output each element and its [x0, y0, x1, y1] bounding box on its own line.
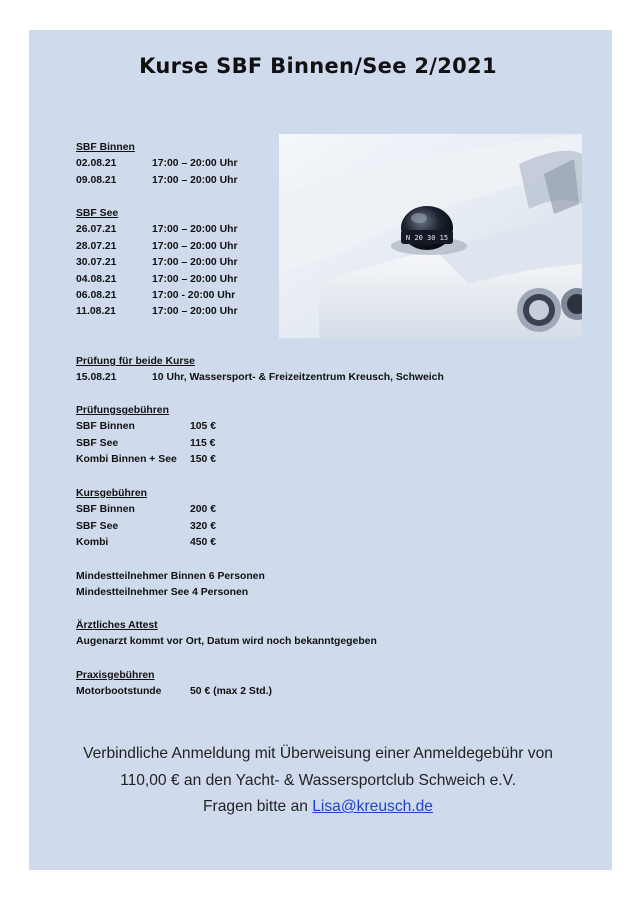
schedule-time: 17:00 – 20:00 Uhr — [152, 224, 238, 236]
registration-line-1: Verbindliche Anmeldung mit Überweisung einer Anmeldegebühr von — [83, 745, 553, 762]
schedule-row — [76, 173, 237, 189]
exam-row — [76, 370, 444, 386]
schedule-row — [76, 156, 237, 172]
schedule-time: 17:00 – 20:00 Uhr — [152, 306, 238, 318]
course-fees-section — [76, 486, 216, 552]
schedule-date: 30.07.21 — [76, 257, 117, 269]
schedule-date: 09.08.21 — [76, 174, 117, 186]
fee-label: Kombi Binnen + See — [76, 454, 177, 466]
schedule-time: 17:00 - 20:00 Uhr — [152, 289, 236, 301]
schedule-row — [76, 255, 237, 271]
fee-label: Kombi — [76, 537, 109, 549]
fee-row — [76, 502, 216, 518]
schedule-row — [76, 239, 237, 255]
schedule-date: 11.08.21 — [76, 306, 116, 318]
schedule-time: 17:00 – 20:00 Uhr — [152, 158, 238, 170]
schedule-time: 17:00 – 20:00 Uhr — [152, 273, 238, 285]
schedule-row — [76, 272, 237, 288]
contact-line — [0, 794, 636, 821]
medical-text: Augenarzt kommt vor Ort, Datum wird noch bekanntgegeben — [76, 636, 377, 648]
practice-label: Motorbootstunde — [76, 686, 162, 698]
registration-line-2: 110,00 € an den Yacht- & Wassersportclub Schweich e.V. — [120, 771, 516, 789]
fee-price: 320 € — [190, 520, 217, 532]
exam-heading: Prüfung für beide Kurse — [76, 356, 195, 367]
schedule-date: 02.08.21 — [76, 158, 117, 170]
registration-notice — [0, 741, 636, 821]
fee-row — [76, 535, 216, 551]
fee-price: 150 € — [190, 454, 217, 466]
schedule-row — [76, 222, 237, 238]
boat-compass-photo — [279, 134, 582, 338]
fee-price: 105 € — [190, 421, 217, 433]
practice-row — [76, 684, 272, 700]
fee-row — [76, 519, 216, 535]
medical-heading: Ärztliches Attest — [76, 620, 158, 631]
fee-price: 115 € — [190, 437, 216, 449]
practice-section — [76, 668, 272, 701]
exam-fees-section — [76, 403, 216, 469]
schedule-date: 28.07.21 — [76, 240, 117, 252]
fee-label: SBF Binnen — [76, 421, 135, 433]
binnen-heading: SBF Binnen — [76, 142, 135, 153]
schedule-date: 06.08.21 — [76, 289, 117, 301]
schedule-date: 04.08.21 — [76, 273, 117, 285]
exam-detail: 10 Uhr, Wassersport- & Freizeitzentrum Kreusch, Schweich — [152, 372, 444, 384]
binnen-section — [76, 140, 237, 189]
compass-scale: N 20 30 15 — [405, 234, 449, 242]
schedule-time: 17:00 – 20:00 Uhr — [152, 257, 238, 269]
min-participants-binnen: Mindestteilnehmer Binnen 6 Personen — [76, 571, 265, 582]
fee-label: SBF See — [76, 520, 119, 532]
fee-price: 200 € — [190, 504, 217, 516]
page-title: Kurse SBF Binnen/See 2/2021 — [139, 54, 497, 78]
schedule-date: 26.07.21 — [76, 224, 117, 236]
course-fees-heading: Kursgebühren — [76, 488, 148, 499]
see-section — [76, 206, 237, 321]
fee-row — [76, 419, 216, 435]
fee-label: SBF Binnen — [76, 504, 135, 516]
email-link[interactable]: Lisa@kreusch.de — [312, 798, 433, 815]
schedule-time: 17:00 – 20:00 Uhr — [152, 240, 238, 252]
practice-heading: Praxisgebühren — [76, 670, 155, 681]
min-participants-section — [76, 569, 265, 602]
schedule-row — [76, 304, 237, 320]
exam-section — [76, 354, 444, 387]
medical-section — [76, 618, 377, 651]
schedule-time: 17:00 – 20:00 Uhr — [152, 174, 238, 186]
exam-date: 15.08.21 — [76, 372, 117, 384]
fee-price: 450 € — [190, 537, 217, 549]
fee-label: SBF See — [76, 437, 119, 449]
boat-compass-illustration — [279, 134, 582, 338]
exam-fees-heading: Prüfungsgebühren — [76, 405, 169, 416]
practice-price: 50 € (max 2 Std.) — [190, 686, 273, 698]
contact-prefix: Fragen bitte an — [203, 798, 313, 815]
fee-row — [76, 452, 216, 468]
fee-row — [76, 436, 216, 452]
schedule-row — [76, 288, 237, 304]
min-participants-see: Mindestteilnehmer See 4 Personen — [76, 587, 249, 599]
see-heading: SBF See — [76, 208, 119, 219]
